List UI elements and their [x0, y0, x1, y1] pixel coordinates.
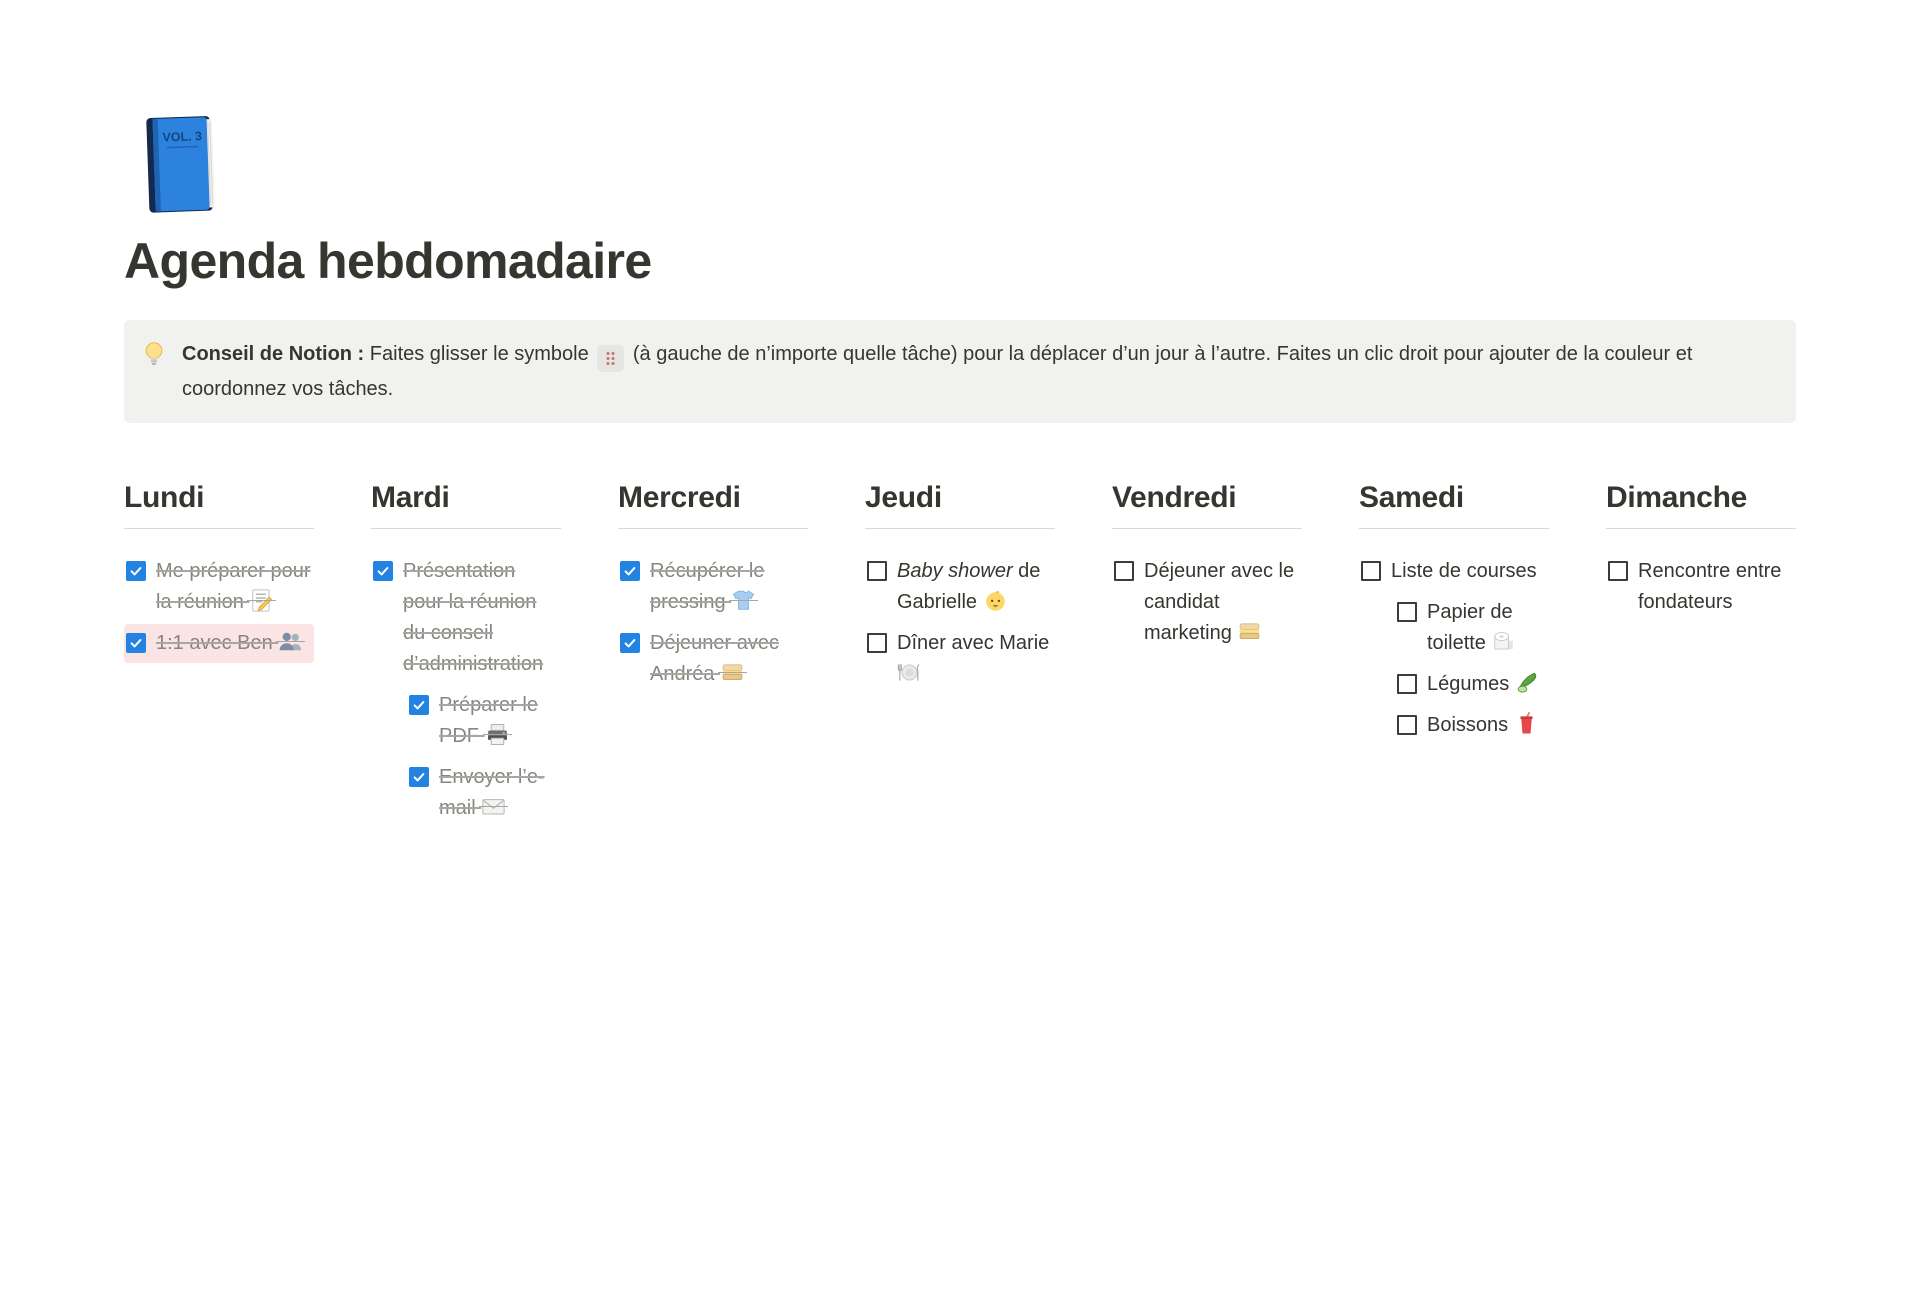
- task-row: [1395, 665, 1549, 704]
- task-label[interactable]: [1427, 669, 1540, 700]
- day-header: Jeudi: [865, 481, 942, 514]
- people-icon: [278, 629, 303, 654]
- task-label[interactable]: [1391, 556, 1537, 587]
- sandwich-icon: [720, 660, 745, 685]
- week-columns: [124, 481, 1796, 830]
- checkbox-checked[interactable]: [620, 633, 640, 653]
- task-label[interactable]: [439, 690, 559, 752]
- task-label-segment: Baby shower: [897, 560, 1013, 582]
- task-row: [124, 552, 314, 622]
- task-label[interactable]: [156, 556, 312, 618]
- task-label-segment: Papier de toilette: [1427, 601, 1516, 654]
- task-label-segment: Me préparer pour la réunion: [156, 560, 311, 613]
- checkbox-checked[interactable]: [373, 561, 393, 581]
- page-title: Agenda hebdomadaire: [124, 233, 652, 289]
- task-label-segment: Rencontre entre fondateurs: [1638, 560, 1782, 613]
- day-divider: [865, 528, 1055, 529]
- task-row: [865, 624, 1055, 694]
- shirt-icon: [731, 588, 756, 613]
- day-column-vendredi: [1112, 481, 1302, 655]
- task-label-segment: Légumes: [1427, 673, 1540, 695]
- task-label-segment: Récupérer le pressing: [650, 560, 765, 613]
- task-row: [1395, 593, 1549, 663]
- callout-bold-label: Conseil de Notion :: [182, 343, 365, 365]
- task-row: [1395, 706, 1549, 745]
- day-divider: [124, 528, 314, 529]
- task-label-segment: Envoyer l’e-mail: [439, 766, 545, 819]
- checkbox-checked[interactable]: [126, 633, 146, 653]
- day-column-dimanche: [1606, 481, 1796, 624]
- cucumber-icon: [1515, 670, 1540, 695]
- callout-text-after: (à gauche de n’importe quelle tâche) pour la déplacer d’un jour à l’autre. Faites un clic droit pour ajouter de la couleur et coordonnez vos tâches.: [182, 343, 1693, 400]
- callout-text: [182, 337, 1778, 406]
- day-divider: [618, 528, 808, 529]
- day-column-mardi: [371, 481, 561, 830]
- task-row: [618, 552, 808, 622]
- checkbox-checked[interactable]: [409, 767, 429, 787]
- day-divider: [1112, 528, 1302, 529]
- day-column-samedi: [1359, 481, 1549, 747]
- notion-page: [124, 112, 1796, 830]
- task-label-segment: Boissons: [1427, 714, 1539, 736]
- light-bulb-icon: [140, 340, 168, 368]
- task-label-segment: Présentation pour la réunion du conseil d’administration: [403, 560, 544, 675]
- day-divider: [1606, 528, 1796, 529]
- checkbox-checked[interactable]: [409, 695, 429, 715]
- day-column-jeudi: [865, 481, 1055, 696]
- task-label[interactable]: [650, 556, 806, 618]
- checkbox-unchecked[interactable]: [1114, 561, 1134, 581]
- task-label[interactable]: [1638, 556, 1794, 618]
- day-header: Samedi: [1359, 481, 1464, 514]
- task-row: [407, 686, 561, 756]
- task-label[interactable]: [897, 556, 1053, 618]
- task-label-segment: Déjeuner avec Andréa: [650, 632, 779, 685]
- task-label-segment: Dîner avec Marie: [897, 632, 1049, 685]
- day-column-mercredi: [618, 481, 808, 696]
- task-label-segment: Liste de courses: [1391, 560, 1537, 582]
- task-label[interactable]: [439, 762, 559, 824]
- checkbox-unchecked[interactable]: [1361, 561, 1381, 581]
- day-divider: [1359, 528, 1549, 529]
- checkbox-unchecked[interactable]: [1608, 561, 1628, 581]
- day-header: Mercredi: [618, 481, 741, 514]
- printer-icon: [485, 722, 510, 747]
- day-header: Dimanche: [1606, 481, 1747, 514]
- task-row: [1359, 552, 1549, 591]
- task-row: [371, 552, 561, 684]
- checkbox-unchecked[interactable]: [867, 633, 887, 653]
- task-row: [1606, 552, 1796, 622]
- sandwich-icon: [1237, 619, 1262, 644]
- checkbox-unchecked[interactable]: [1397, 715, 1417, 735]
- task-label-segment: Déjeuner avec le candidat marketing: [1144, 560, 1295, 644]
- toilet-paper-icon: [1491, 629, 1516, 654]
- task-label[interactable]: [897, 628, 1053, 690]
- task-label[interactable]: [1427, 710, 1539, 741]
- page-icon blue-book-icon[interactable]: [124, 112, 228, 218]
- checkbox-unchecked[interactable]: [1397, 602, 1417, 622]
- checkbox-checked[interactable]: [126, 561, 146, 581]
- task-row: [865, 552, 1055, 622]
- baby-icon: [983, 588, 1008, 613]
- day-header: Vendredi: [1112, 481, 1237, 514]
- checkbox-checked[interactable]: [620, 561, 640, 581]
- svg-text:VOL. 3: VOL. 3: [162, 129, 203, 145]
- fork-knife-plate-icon: [897, 660, 922, 685]
- task-label-segment: 1:1 avec Ben: [156, 632, 303, 654]
- day-divider: [371, 528, 561, 529]
- task-row: [407, 758, 561, 828]
- task-label-segment: Préparer le PDF: [439, 694, 538, 747]
- task-label[interactable]: [156, 628, 303, 659]
- task-label[interactable]: [1427, 597, 1547, 659]
- task-row: [124, 624, 314, 663]
- task-row: [1112, 552, 1302, 653]
- checkbox-unchecked[interactable]: [867, 561, 887, 581]
- task-label[interactable]: [403, 556, 559, 680]
- day-column-lundi: [124, 481, 314, 665]
- memo-icon: [249, 588, 274, 613]
- day-header: Mardi: [371, 481, 450, 514]
- task-label-segment: de Gabrielle: [897, 560, 1041, 613]
- drag-handle-icon: [597, 345, 624, 372]
- cup-with-straw-icon: [1514, 711, 1539, 736]
- task-row: [618, 624, 808, 694]
- checkbox-unchecked[interactable]: [1397, 674, 1417, 694]
- task-label[interactable]: [1144, 556, 1300, 649]
- day-header: Lundi: [124, 481, 205, 514]
- callout-tip: [124, 320, 1796, 423]
- envelope-icon: [481, 794, 506, 819]
- task-label[interactable]: [650, 628, 806, 690]
- callout-text-before: Faites glisser le symbole: [369, 343, 589, 365]
